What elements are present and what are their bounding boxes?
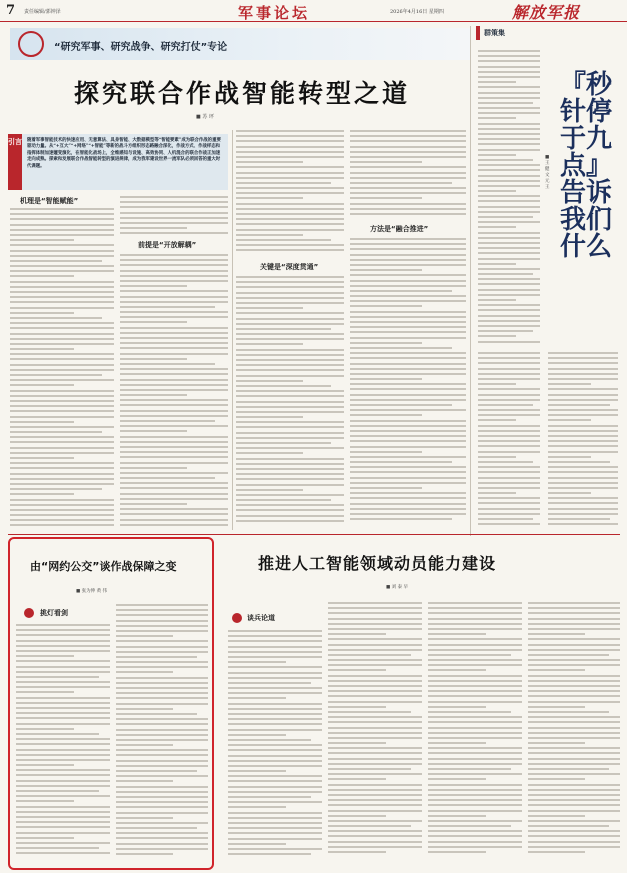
column-title: 『秒针停于九点』告诉我们什么 bbox=[559, 70, 612, 262]
subhead-1: 机理是“智能赋能” bbox=[20, 197, 79, 205]
boxed-article-title: 由“网约公交”谈作战保障之变 bbox=[30, 560, 177, 573]
section-divider bbox=[8, 534, 620, 535]
column-tag: 群策集 bbox=[484, 29, 505, 37]
article-body bbox=[120, 196, 228, 238]
column-body bbox=[478, 352, 540, 532]
second-article-column: 谈兵论道 bbox=[247, 614, 275, 622]
sword-lamp-icon bbox=[24, 608, 34, 618]
column-body bbox=[478, 50, 540, 350]
subhead-4: 方法是“融合推进” bbox=[370, 225, 429, 233]
editor-credit: 责任编辑/郭钟泽 bbox=[24, 9, 61, 15]
discussion-icon bbox=[232, 613, 242, 623]
main-byline: ■ 苏 坪 bbox=[196, 114, 214, 120]
column-tag-marker bbox=[476, 26, 480, 40]
article-body bbox=[236, 276, 344, 530]
boxed-article-body bbox=[116, 604, 208, 864]
article-body bbox=[120, 254, 228, 530]
second-byline: ■ 刘 泰 早 bbox=[386, 585, 409, 590]
intro-tag: 引言 bbox=[8, 134, 22, 190]
boxed-article-byline: ■ 张为伸 黄 伟 bbox=[76, 589, 108, 594]
article-body bbox=[236, 130, 344, 258]
column-body bbox=[548, 352, 618, 532]
boxed-article-body bbox=[16, 624, 110, 864]
banner-emblem-icon bbox=[18, 31, 44, 57]
column-divider bbox=[232, 130, 233, 530]
intro-summary: 随着军事智能技术的快速应用、无意算法、具身智能、大数据模型等“智能要素”成为联合作战的重要驱动力量。从“+互大”“+网络”“+智能”等新的战斗方组织形态路融合深化，作战方式、作战样态和指挥体制加速嬗变演化，在智能化战场上，全维感知与设施、高效协同、人机混合的联合作战正加速走向成熟。探索和发展联合作战智能转型的演进规律，成为我军建设世界一流军队必须回答的重大时代课题。 bbox=[22, 134, 228, 190]
second-headline: 推进人工智能领域动员能力建设 bbox=[258, 554, 497, 573]
column-author: ■ 王 健 文元 王 bbox=[545, 155, 550, 190]
boxed-article-column: 挑灯看剑 bbox=[40, 609, 68, 617]
article-body bbox=[350, 238, 466, 530]
second-article-body bbox=[428, 602, 522, 866]
second-article-body bbox=[228, 630, 322, 866]
subhead-2: 前提是“开放解耦” bbox=[138, 241, 197, 249]
article-body bbox=[350, 130, 466, 220]
page-number: 7 bbox=[6, 3, 16, 18]
second-article-body bbox=[328, 602, 422, 866]
subhead-3: 关键是“深度贯通” bbox=[260, 263, 319, 271]
banner-text: “研究军事、研究战争、研究打仗”专论 bbox=[54, 42, 228, 53]
column-divider bbox=[470, 26, 471, 536]
second-article-body bbox=[528, 602, 620, 866]
issue-date: 2026年4月16日 星期四 bbox=[390, 9, 444, 15]
main-headline: 探究联合作战智能转型之道 bbox=[74, 79, 411, 108]
section-title: 军事论坛 bbox=[238, 4, 311, 22]
article-body bbox=[10, 208, 114, 530]
newspaper-logo: 解放军报 bbox=[512, 3, 581, 22]
